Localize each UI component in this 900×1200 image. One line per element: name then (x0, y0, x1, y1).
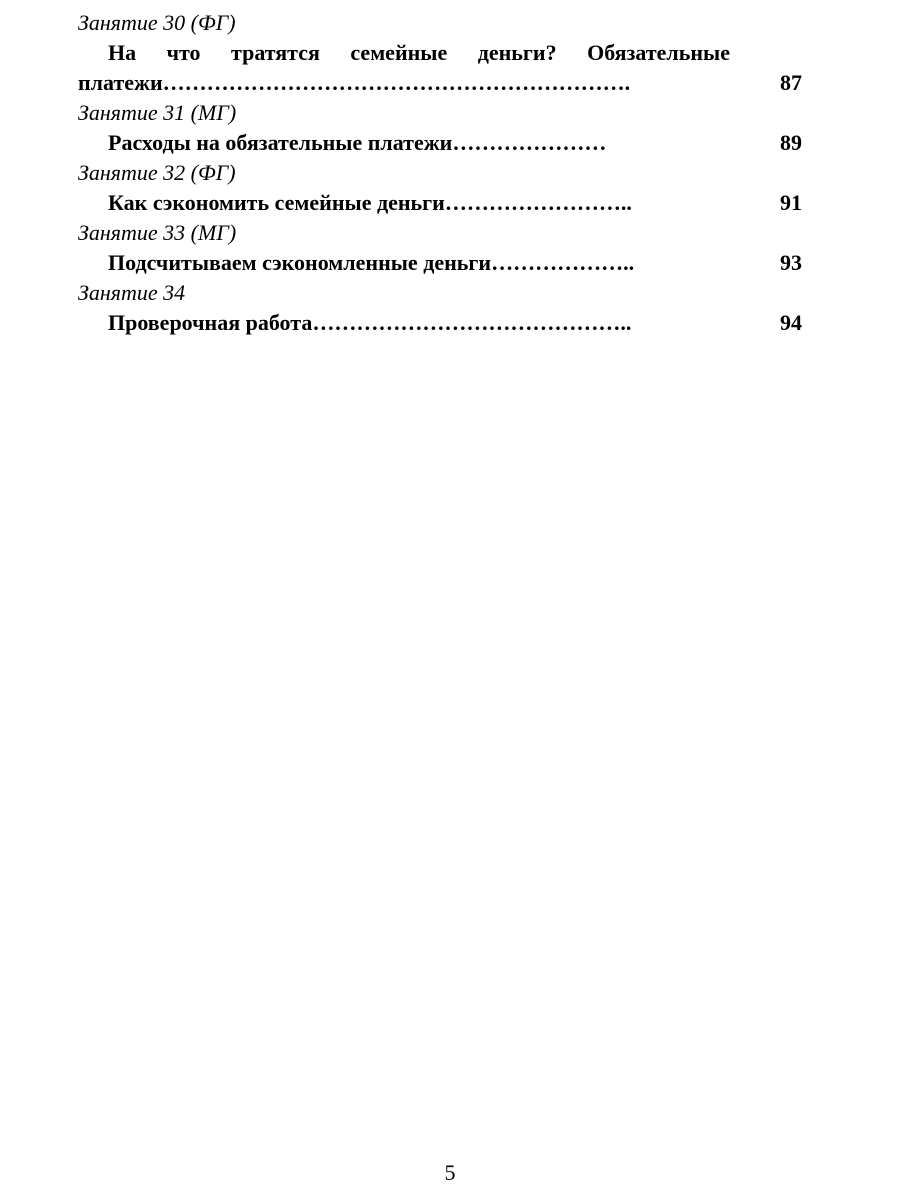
entry-title: Проверочная работа…………………………………….. (108, 310, 632, 335)
lesson-label: Занятие 34 (78, 280, 186, 305)
entry-title: Расходы на обязательные платежи………………… (108, 130, 607, 155)
entry-page-number: 91 (780, 190, 802, 215)
lesson-label: Занятие 32 (ФГ) (78, 160, 236, 185)
page-number: 5 (444, 1160, 456, 1185)
toc-entry (78, 38, 804, 98)
toc-entry (78, 188, 804, 218)
entry-title: Подсчитываем сэкономленные деньги……………….. (108, 250, 635, 275)
entry-page-number: 93 (780, 250, 802, 275)
toc-entry (78, 248, 804, 278)
lesson-label: Занятие 30 (ФГ) (78, 10, 236, 35)
lesson-label: Занятие 33 (МГ) (78, 220, 237, 245)
entry-title-line-1: На что тратятся семейные деньги? Обязательные (108, 40, 730, 65)
table-of-contents (78, 8, 804, 338)
toc-entry (78, 308, 804, 338)
lesson-label: Занятие 31 (МГ) (78, 100, 237, 125)
entry-title-line-2: платежи………………………………………………………. (78, 70, 631, 95)
toc-entry (78, 128, 804, 158)
entry-page-number: 89 (780, 130, 802, 155)
entry-page-number: 87 (780, 70, 802, 95)
entry-title: Как сэкономить семейные деньги…………………….. (108, 190, 632, 215)
entry-page-number: 94 (780, 310, 802, 335)
